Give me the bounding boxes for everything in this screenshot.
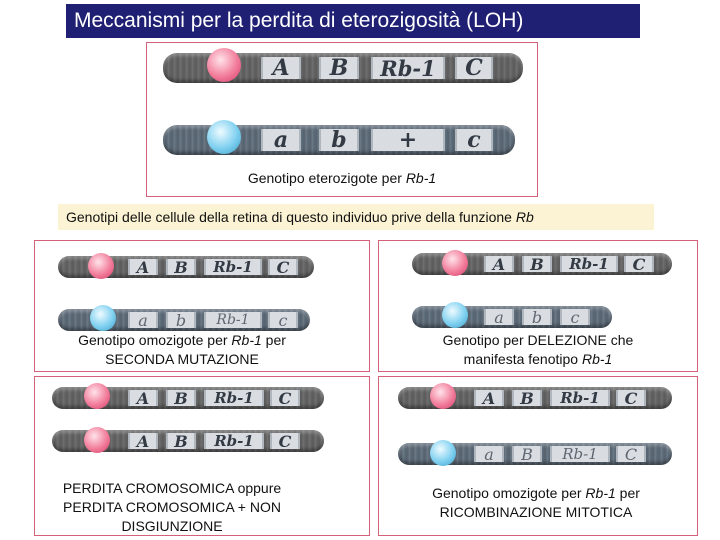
allele-Rb-1: Rb-1: [550, 446, 610, 462]
page-title: Meccanismi per la perdita di eterozigosità (LOH): [66, 4, 640, 38]
allele-Rb-1: Rb-1: [371, 57, 445, 79]
allele-a: a: [484, 309, 514, 325]
allele-b: b: [522, 309, 552, 325]
centromere-blue: [430, 440, 456, 466]
centromere-blue: [207, 120, 241, 154]
centromere-red: [430, 383, 456, 409]
subtitle: Genotipi delle cellule della retina di questo individuo prive della funzione Rb: [58, 204, 654, 230]
allele-a: a: [474, 446, 504, 462]
centromere-red: [442, 250, 468, 276]
recombination-caption: Genotipo omozigote per Rb-1 per RICOMBINAZIONE MITOTICA: [432, 485, 640, 520]
allele-a: a: [128, 312, 158, 328]
chromosome-loss-caption: PERDITA CROMOSOMICA oppure PERDITA CROMOSOMICA + NON DISGIUNZIONE: [62, 480, 282, 534]
allele-C: C: [616, 390, 646, 406]
allele-Rb-1: Rb-1: [550, 390, 610, 406]
allele-B: B: [512, 390, 542, 406]
allele-c: c: [268, 312, 298, 328]
allele-plus: +: [371, 129, 445, 151]
allele-B: B: [512, 446, 542, 462]
allele-C: C: [455, 57, 493, 79]
allele-B: B: [166, 433, 196, 449]
allele-A: A: [261, 57, 301, 79]
allele-A: A: [484, 256, 514, 272]
centromere-red: [207, 48, 241, 82]
allele-b: b: [319, 129, 359, 151]
allele-Rb-1: Rb-1: [204, 259, 262, 275]
allele-Rb-1: Rb-1: [204, 433, 264, 449]
allele-B: B: [522, 256, 552, 272]
allele-Rb-1: Rb-1: [204, 312, 262, 328]
allele-C: C: [270, 433, 300, 449]
allele-C: C: [616, 446, 646, 462]
allele-B: B: [166, 390, 196, 406]
allele-A: A: [474, 390, 504, 406]
allele-C: C: [624, 256, 654, 272]
allele-A: A: [128, 390, 158, 406]
allele-c: c: [560, 309, 590, 325]
centromere-blue: [90, 305, 116, 331]
allele-a: a: [261, 129, 301, 151]
allele-Rb-1: Rb-1: [204, 390, 264, 406]
allele-B: B: [166, 259, 196, 275]
allele-B: B: [319, 57, 359, 79]
allele-A: A: [128, 433, 158, 449]
allele-C: C: [268, 259, 298, 275]
centromere-red: [84, 427, 110, 453]
centromere-red: [84, 383, 110, 409]
deletion-caption: Genotipo per DELEZIONE che manifesta fenotipo Rb-1: [442, 332, 634, 367]
allele-A: A: [128, 259, 158, 275]
centromere-blue: [442, 302, 468, 328]
centromere-red: [88, 253, 114, 279]
heterozygote-caption: Genotipo eterozigote per Rb-1: [247, 170, 437, 186]
second-mutation-caption: Genotipo omozigote per Rb-1 per SECONDA MUTAZIONE: [78, 332, 286, 367]
allele-C: C: [270, 390, 300, 406]
allele-c: c: [455, 129, 493, 151]
allele-b: b: [166, 312, 196, 328]
allele-Rb-1: Rb-1: [560, 256, 618, 272]
